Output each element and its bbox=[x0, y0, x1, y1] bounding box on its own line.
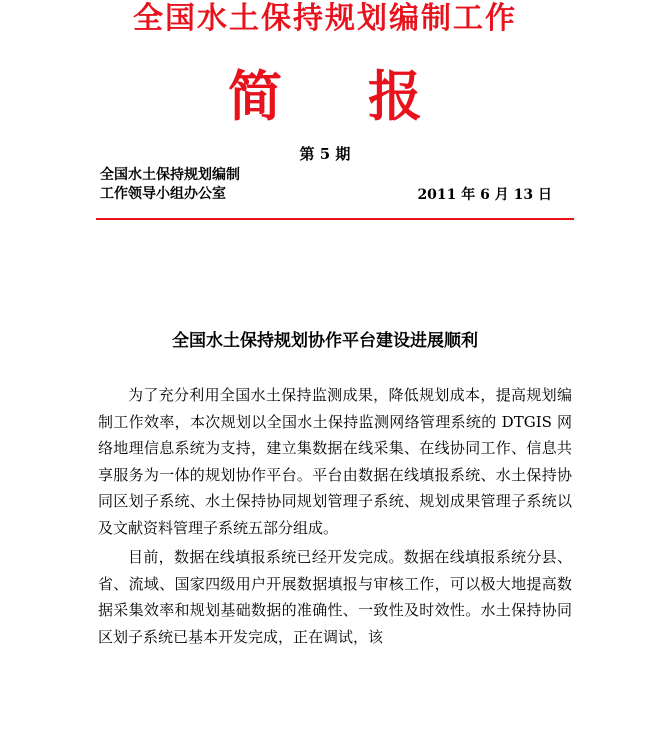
article-paragraph-1: 为了充分利用全国水土保持监测成果，降低规划成本，提高规划编制工作效率，本次规划以全国水土保持监测网络管理系统的 DTGIS 网络地理信息系统为支持，建立集数据在线采集、在线协同工作、信息共享服务为一体的规划协作平台。平台由数据在线填报系统、水土保持协同区划子系统、水土保持协同规划管理子系统、规划成果管理子系统以及文献资料管理子系统五部分组成。 bbox=[98, 386, 572, 537]
masthead-brief-title bbox=[0, 64, 650, 128]
issuing-office bbox=[100, 166, 240, 204]
issue-date: 2011 年 6 月 13 日 bbox=[417, 187, 552, 203]
issuing-office-line-1: 全国水土保持规划编制 bbox=[100, 167, 240, 183]
article-paragraph-2: 目前，数据在线填报系统已经开发完成。数据在线填报系统分县、省、流域、国家四级用户开展数据填报与审核工作，可以极大地提高数据采集效率和规划基础数据的准确性、一致性及时效性。水土保持协同区划子系统已基本开发完成，正在调试，该 bbox=[98, 548, 572, 646]
masthead-org-title: 全国水土保持规划编制工作 bbox=[133, 1, 517, 36]
masthead-divider bbox=[96, 218, 574, 220]
article-body bbox=[98, 382, 572, 653]
brief-title-char-2: 报 bbox=[368, 64, 422, 128]
issuing-office-line-2: 工作领导小组办公室 bbox=[100, 186, 226, 202]
brief-title-char-1: 简 bbox=[228, 64, 282, 128]
article-title: 全国水土保持规划协作平台建设进展顺利 bbox=[172, 331, 478, 351]
issue-number: 第 5 期 bbox=[299, 145, 351, 163]
